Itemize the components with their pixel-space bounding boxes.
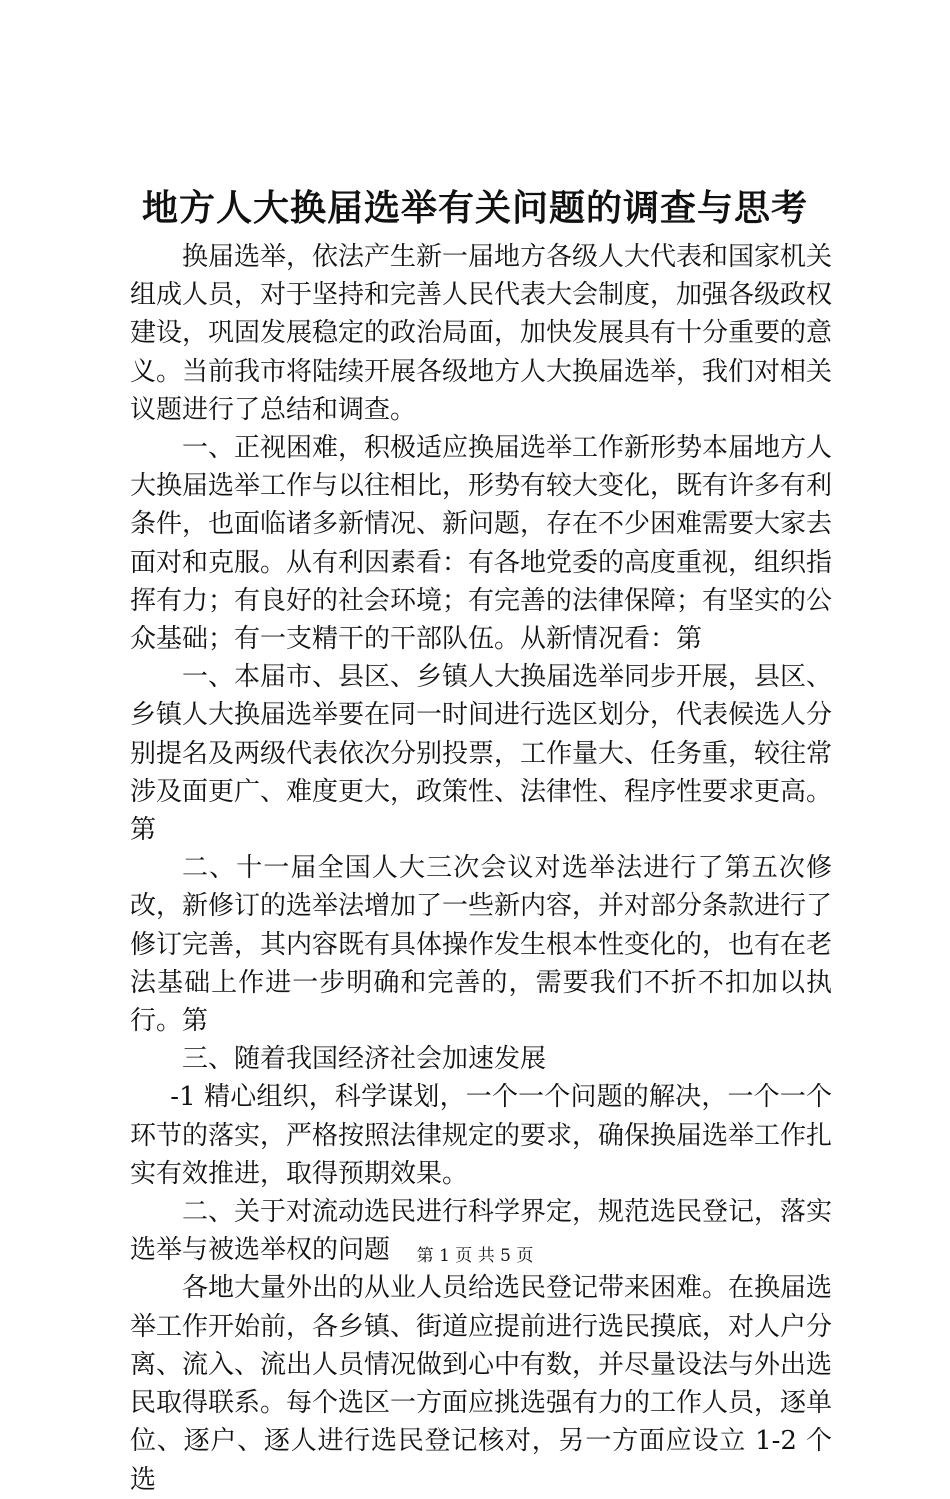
paragraph-point-3: 三、随着我国经济社会加速发展 [182, 1044, 547, 1075]
paragraph-intro: 换届选举，依法产生新一届地方各级人大代表和国家机关组成人员，对于坚持和完善人民代表大会制度，加强各级政权建设，巩固发展稳定的政治局面，加快发展具有十分重要的意义。当前我市将陆续开展各级地方人大换届选举，我们对相关议题进行了总结和调查。 [130, 242, 833, 425]
paragraph-point-2: 二、十一届全国人大三次会议对选举法进行了第五次修改，新修订的选举法增加了一些新内容，并对部分条款进行了修订完善，其内容既有具体操作发生根本性变化的，也有在老法基础上作进一步明确和完善的，需要我们不折不扣加以执行。第 [130, 853, 833, 1037]
paragraph-voter-registration: 各地大量外出的从业人员给选民登记带来困难。在换届选举工作开始前，各乡镇、街道应提前进行选民摸底，对人户分离、流入、流出人员情况做到心中有数，并尽量设法与外出选民取得联系。每个选区一方面应挑选强有力的工作人员，逐单位、逐户、逐人进行选民登记核对，另一方面应设立 1-2 个选 [130, 1273, 833, 1495]
paragraph-measures: -1 精心组织，科学谋划，一个一个问题的解决，一个一个环节的落实，严格按照法律规定的要求，确保换届选举工作扎实有效推进，取得预期效果。 [130, 1082, 833, 1189]
paragraph-point-1: 一、本届市、县区、乡镇人大换届选举同步开展，县区、乡镇人大换届选举要在同一时间进行选区划分，代表候选人分别提名及两级代表依次分别投票，工作量大、任务重，较往常涉及面更广、难度更大，政策性、法律性、程序性要求更高。第 [130, 662, 833, 846]
document-title: 地方人大换届选举有关问题的调查与思考 [141, 187, 808, 229]
page-number-footer: 第 1 页 共 5 页 [416, 1246, 534, 1266]
document-body [130, 238, 832, 1499]
paragraph-section-2-heading: 二、关于对流动选民进行科学界定，规范选民登记，落实选举与被选举权的问题 [130, 1197, 833, 1266]
paragraph-section-1: 一、正视困难，积极适应换届选举工作新形势本届地方人大换届选举工作与以往相比，形势有较大变化，既有许多有利条件，也面临诸多新情况、新问题，存在不少困难需要大家去面对和克服。从有利因素看：有各地党委的高度重视，组织指挥有力；有良好的社会环境；有完善的法律保障；有坚实的公众基础；有一支精干的干部队伍。从新情况看：第 [130, 433, 833, 655]
